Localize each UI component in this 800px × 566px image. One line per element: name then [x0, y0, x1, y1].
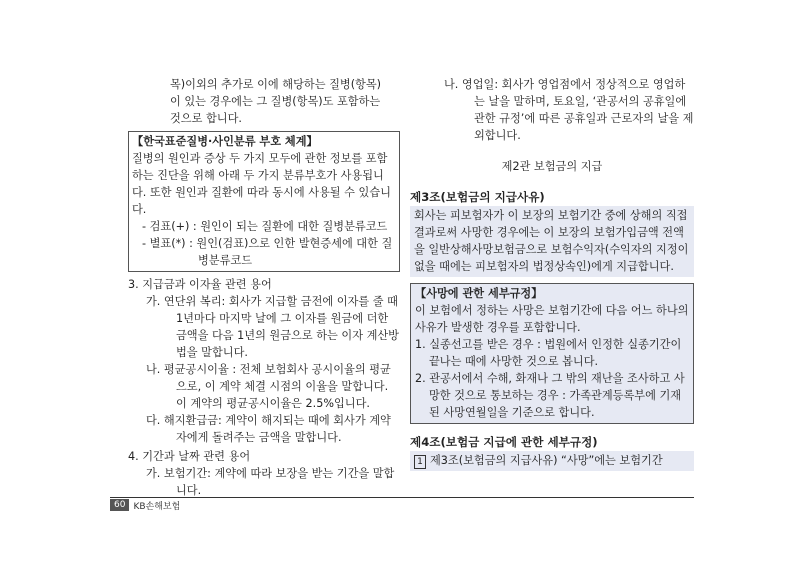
section-4-heading: 4. 기간과 날짜 관련 용어: [128, 450, 251, 463]
continued-text: [128, 76, 400, 127]
article-3: [410, 189, 694, 277]
section-3-heading: 3. 지급금과 이자율 관련 용어: [128, 278, 272, 291]
brand-name: KB손해보험: [133, 501, 181, 512]
page-footer: [110, 499, 180, 511]
section-4-item: 가. 보험기간: 계약에 따라 보장을 받는 기간을 말합니다.: [146, 467, 395, 497]
classification-item: - 별표(*) : 원인(검표)으로 인한 발현증세에 대한 질병분류코드: [142, 237, 393, 267]
article-4-item: [410, 451, 694, 471]
section-3: [128, 276, 400, 446]
section-3-item: 나. 평균공시이율 : 전체 보험회사 공시이율의 평균으로, 이 계약 체결 시점의 이율을 말합니다. 이 계약의 평균공시이율은 2.5%입니다.: [146, 363, 391, 410]
death-detail-title: 【사망에 관한 세부규정】: [415, 287, 543, 300]
chapter-heading: 제2관 보험금의 지급: [501, 160, 603, 173]
death-detail-body: 이 보험에서 정하는 사망은 보험기간에 다음 어느 하나의 사유가 발생한 경우를 포함합니다.: [415, 304, 689, 334]
continued-line: 이 있는 경우에는 그 질병(항목)도 포함하는: [170, 95, 381, 108]
section-3-item: 다. 해지환급금: 계약이 해지되는 때에 회사가 계약자에게 돌려주는 금액을 말합니다.: [146, 414, 391, 444]
right-column: [410, 76, 694, 471]
article-3-title: 제3조(보험금의 지급사유): [410, 190, 545, 204]
article-4-item-number: 1: [414, 455, 426, 469]
business-day-item: 나. 영업일: 회사가 영업점에서 정상적으로 영업하는 날을 말하며, 토요일, ‘관공서의 공휴일에 관한 규정’에 따른 공휴일과 근로자의 날을 제외합니다.: [444, 78, 694, 142]
death-detail-box: [410, 283, 694, 424]
article-4: [410, 434, 694, 471]
classification-box-body: 질병의 원인과 증상 두 가지 모두에 관한 정보를 포함하는 진단을 위해 아래 두 가지 분류부호가 사용됩니다. 또한 원인과 질환에 따라 동시에 사용될 수 있습니다.: [132, 152, 391, 216]
article-3-body: 회사는 피보험자가 이 보장의 보험기간 중에 상해의 직접결과로써 사망한 경우에는 이 보장의 보험가입금액 전액을 일반상해사망보험금으로 보험수익자(수익자의 지정이 없을 때에는 피보험자의 법정상속인)에게 지급합니다.: [410, 206, 694, 277]
article-4-title: 제4조(보험금 지급에 관한 세부규정): [410, 435, 598, 449]
continued-line: 목)이외의 추가로 이에 해당하는 질병(항목): [170, 78, 382, 91]
classification-box: [128, 131, 400, 272]
article-4-item-text: 제3조(보험금의 지급사유) “사망”에는 보험기간: [430, 454, 663, 467]
footer-divider: [110, 497, 694, 498]
page-number: 60: [110, 499, 129, 511]
classification-item: - 검표(+) : 원인이 되는 질환에 대한 질병분류코드: [142, 220, 388, 233]
classification-list: [132, 218, 396, 269]
classification-box-title: 【한국표준질병·사인분류 부호 체계】: [132, 135, 318, 148]
section-4: [128, 448, 400, 499]
left-column: [128, 76, 400, 499]
death-detail-item: 2. 관공서에서 수해, 화재나 그 밖의 재난을 조사하고 사망한 것으로 통보하는 경우 : 가족관계등록부에 기재된 사망연월일을 기준으로 합니다.: [415, 372, 685, 419]
continued-line: 것으로 합니다.: [170, 112, 242, 125]
section-3-item: 가. 연단위 복리: 회사가 지급할 금전에 이자를 줄 때 1년마다 마지막 날에 그 이자를 원금에 더한 금액을 다음 1년의 원금으로 하는 이자 계산방법을 말합니다.: [146, 295, 399, 359]
death-detail-item: 1. 실종선고를 받은 경우 : 법원에서 인정한 실종기간이 끝나는 때에 사망한 것으로 봅니다.: [415, 338, 682, 368]
